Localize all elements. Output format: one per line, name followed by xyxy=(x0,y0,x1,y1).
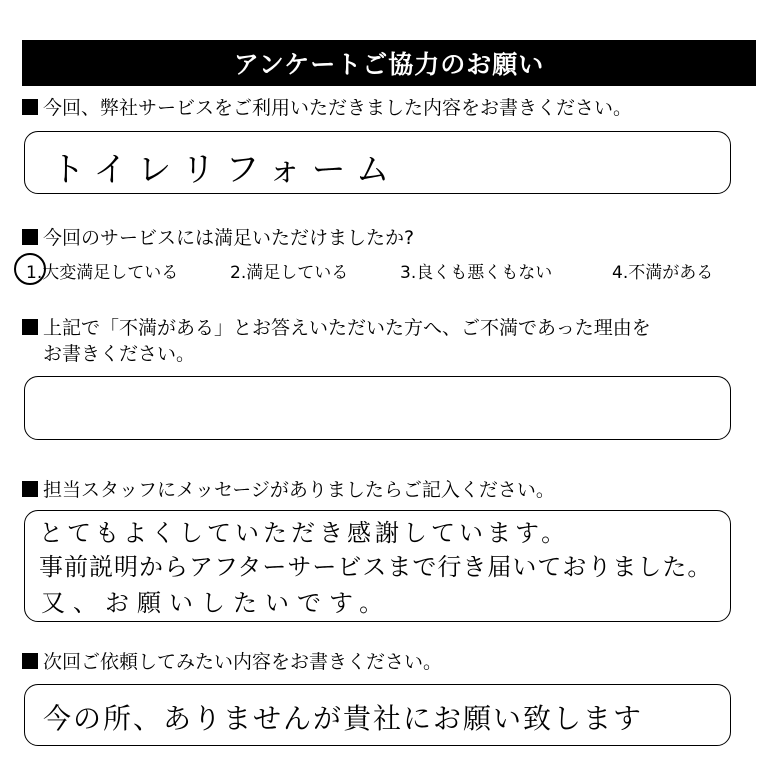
survey-title: アンケートご協力のお願い xyxy=(233,50,545,79)
answer-5-text: 今の所、ありませんが貴社にお願い致します xyxy=(43,702,644,735)
square-bullet-icon xyxy=(22,319,38,335)
question-2-label: 今回のサービスには満足いただけましたか? xyxy=(22,226,414,250)
option-very-satisfied[interactable]: 1.大変満足している xyxy=(26,263,179,283)
answer-4-line-1: とてもよくしていただき感謝しています。 xyxy=(39,519,570,547)
answer-1-text: トイレリフォーム xyxy=(51,150,400,190)
answer-box-1[interactable] xyxy=(24,131,731,194)
survey-title-banner xyxy=(22,40,756,86)
option-satisfied[interactable]: 2.満足している xyxy=(230,263,349,283)
answer-4-line-2: 事前説明からアフターサービスまで行き届いておりました。 xyxy=(39,553,713,581)
option-neutral[interactable]: 3.良くも悪くもない xyxy=(400,263,553,283)
square-bullet-icon xyxy=(22,99,38,115)
option-dissatisfied[interactable]: 4.不満がある xyxy=(612,263,714,283)
question-4-label: 担当スタッフにメッセージがありましたらご記入ください。 xyxy=(22,478,555,502)
question-3-label-line2: お書きください。 xyxy=(43,343,196,365)
answer-box-4[interactable] xyxy=(24,510,731,622)
square-bullet-icon xyxy=(22,481,38,497)
question-5-label: 次回ご依頼してみたい内容をお書きください。 xyxy=(22,650,442,674)
satisfaction-options xyxy=(22,258,742,284)
square-bullet-icon xyxy=(22,653,38,669)
question-3-label: 上記で「不満がある」とお答えいただいた方へ、ご不満であった理由を xyxy=(22,316,651,340)
answer-box-3[interactable] xyxy=(24,376,731,440)
answer-box-5[interactable] xyxy=(24,684,731,746)
answer-4-line-3: 又、お願いしたいです。 xyxy=(41,589,392,617)
question-1-label: 今回、弊社サービスをご利用いただきました内容をお書きください。 xyxy=(22,96,632,120)
square-bullet-icon xyxy=(22,229,38,245)
